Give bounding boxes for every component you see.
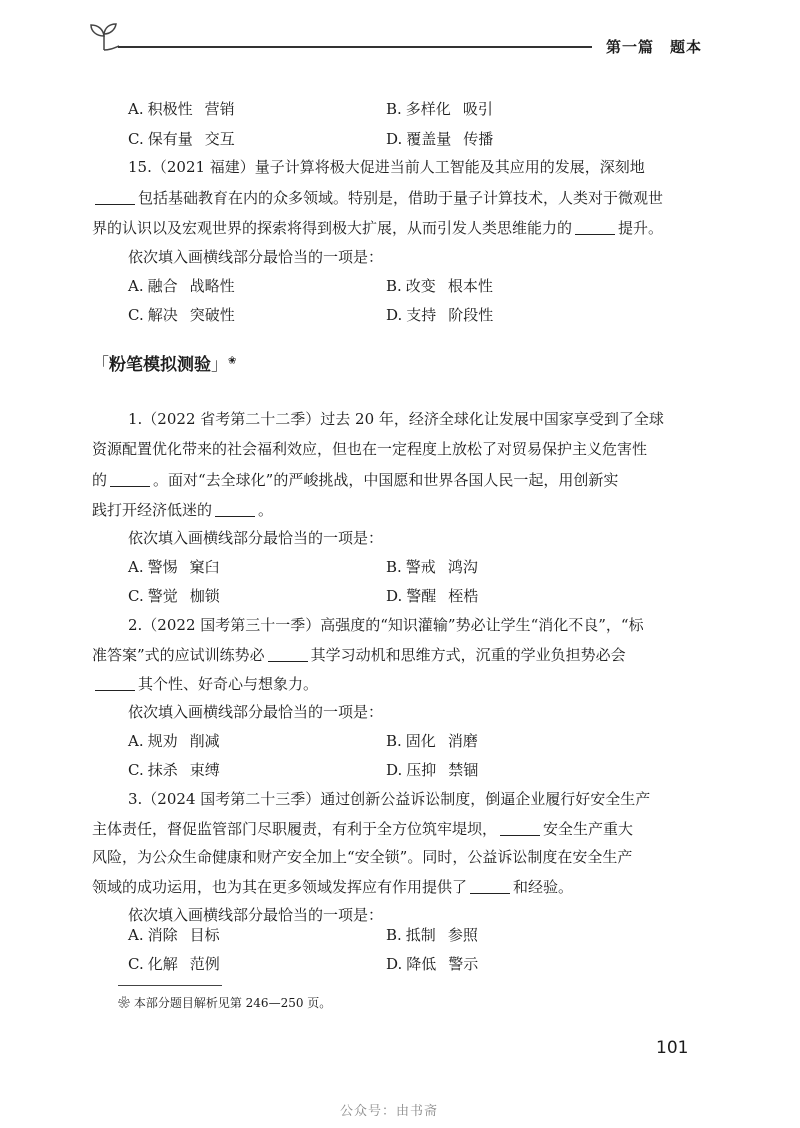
q2-option-c: C. 抹杀 束缚 — [128, 761, 220, 779]
q1-line-2: 资源配置优化带来的社会福利效应，但也在一定程度上放松了对贸易保护主义危害性 — [92, 440, 648, 458]
q3-prompt: 依次填入画横线部分最恰当的一项是： — [128, 906, 384, 924]
q2-option-a: A. 规劝 削减 — [128, 732, 220, 750]
answer-blank — [110, 472, 150, 487]
q2-line-1: 2.（2022 国考第三十一季）高强度的“知识灌输”势必让学生“消化不良”，“标 — [128, 616, 644, 634]
page-number: 101 — [656, 1038, 689, 1058]
q3-line-2: 主体责任，督促监管部门尽职履责，有利于全方位筑牢堤坝， 安全生产重大 — [92, 820, 634, 838]
footnote-mark-icon: ❀ — [228, 355, 237, 367]
footnote-rule — [118, 985, 222, 986]
q3-option-a: A. 消除 目标 — [128, 926, 220, 944]
q15-option-d: D. 支持 阶段性 — [386, 306, 494, 324]
q14-option-a: A. 积极性 营销 — [128, 100, 235, 118]
answer-blank — [268, 647, 308, 662]
q3-option-d: D. 降低 警示 — [386, 955, 479, 973]
footnote: ❀ 本部分题目解析见第 246—250 页。 — [118, 996, 332, 1010]
answer-blank — [575, 220, 615, 235]
q3-line-1: 3.（2024 国考第二十三季）通过创新公益诉讼制度，倒逼企业履行好安全生产 — [128, 790, 651, 808]
q15-line-3: 界的认识以及宏观世界的探索将得到极大扩展，从而引发人类思维能力的 提升。 — [92, 219, 664, 237]
q3-line-4: 领域的成功运用，也为其在更多领域发挥应有作用提供了 和经验。 — [92, 878, 574, 896]
answer-blank — [215, 502, 255, 517]
q2-option-d: D. 压抑 禁锢 — [386, 761, 479, 779]
footnote-mark-icon: ❀ — [118, 996, 131, 1010]
q3-option-b: B. 抵制 参照 — [386, 926, 478, 944]
q2-option-b: B. 固化 消磨 — [386, 732, 478, 750]
q14-option-d: D. 覆盖量 传播 — [386, 130, 494, 148]
header-rule — [118, 46, 592, 48]
q15-line-2: 包括基础教育在内的众多领域。特别是，借助于量子计算技术，人类对于微观世 — [92, 190, 663, 206]
q14-option-b: B. 多样化 吸引 — [386, 100, 493, 118]
q3-option-c: C. 化解 范例 — [128, 955, 220, 973]
q3-line-3: 风险，为公众生命健康和财产安全加上“安全锁”。同时，公益诉讼制度在安全生产 — [92, 848, 633, 866]
q1-option-b: B. 警戒 鸿沟 — [386, 558, 478, 576]
answer-blank — [95, 190, 135, 205]
q1-line-3: 的 。面对“去全球化”的严峻挑战，中国愿和世界各国人民一起，用创新实 — [92, 471, 619, 489]
watermark: 公众号：由书斋 — [340, 1104, 439, 1119]
answer-blank — [470, 879, 510, 894]
q15-option-a: A. 融合 战略性 — [128, 277, 235, 295]
q1-prompt: 依次填入画横线部分最恰当的一项是： — [128, 529, 384, 547]
q2-line-2: 准答案”式的应试训练势必 其学习动机和思维方式，沉重的学业负担势必会 — [92, 646, 626, 664]
q15-prompt: 依次填入画横线部分最恰当的一项是： — [128, 248, 384, 266]
q1-option-c: C. 警觉 枷锁 — [128, 587, 220, 605]
section-title: 「粉笔模拟测验」❀ — [92, 355, 237, 375]
q15-line-1: 15.（2021 福建）量子计算将极大促进当前人工智能及其应用的发展，深刻地 — [128, 158, 645, 176]
q1-line-4: 践打开经济低迷的 。 — [92, 501, 274, 519]
sprout-icon — [86, 22, 122, 52]
answer-blank — [500, 821, 540, 836]
answer-blank — [95, 676, 135, 691]
q1-option-d: D. 警醒 桎梏 — [386, 587, 479, 605]
q14-option-c: C. 保有量 交互 — [128, 130, 235, 148]
q1-line-1: 1.（2022 省考第二十二季）过去 20 年，经济全球化让发展中国家享受到了全球 — [128, 410, 664, 428]
header-title: 第一篇 题本 — [606, 38, 703, 56]
q1-option-a: A. 警惕 窠臼 — [128, 558, 220, 576]
q15-option-c: C. 解决 突破性 — [128, 306, 235, 324]
q2-prompt: 依次填入画横线部分最恰当的一项是： — [128, 703, 384, 721]
q2-line-3: 其个性、好奇心与想象力。 — [92, 676, 318, 692]
q15-option-b: B. 改变 根本性 — [386, 277, 493, 295]
